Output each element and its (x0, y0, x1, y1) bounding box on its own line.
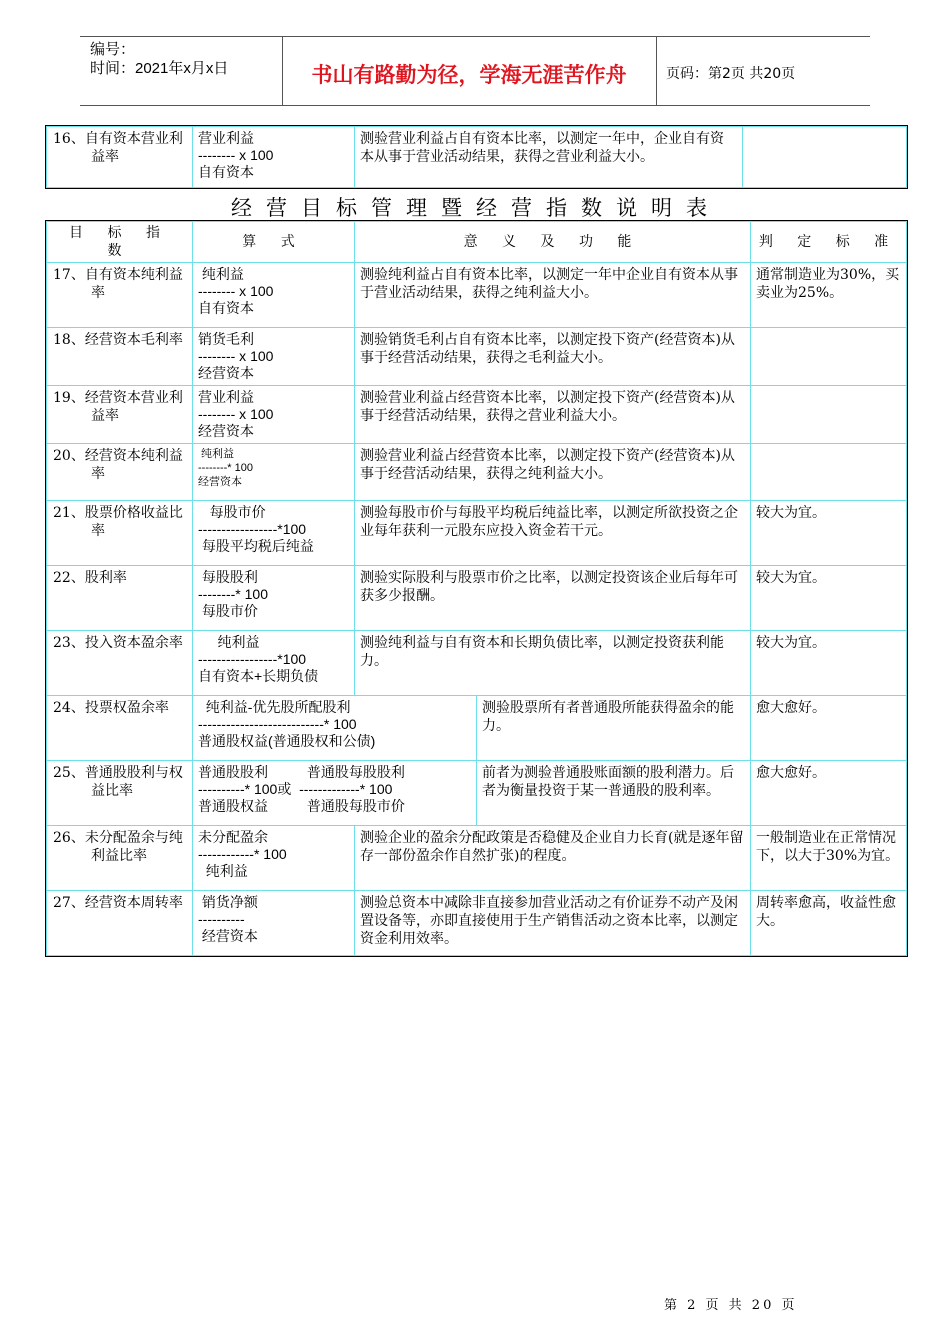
header-divider (656, 37, 657, 105)
standard (743, 127, 907, 188)
indicator-table (46, 221, 907, 956)
page-info: 页码：第2页 共20页 (666, 66, 796, 82)
table-row (47, 444, 907, 501)
standard (751, 328, 907, 386)
indicator-name: 18、经营资本毛利率 (53, 332, 183, 348)
formula: 纯利益 -----------------*100 自有资本+长期负债 (198, 634, 319, 684)
table-row (47, 761, 907, 826)
formula: 营业利益 -------- x 100 自有资本 (198, 130, 274, 180)
meaning: 测验企业的盈余分配政策是否稳健及企业自力长育(就是逐年留存一部份盈余作自然扩张)的程度。 (355, 826, 751, 891)
table-row (47, 566, 907, 631)
col-standard-header: 判 定 标 准 (751, 222, 907, 263)
col-formula-header: 算 式 (193, 222, 355, 263)
standard: 愈大愈好。 (751, 761, 907, 826)
meaning: 测验股票所有者普通股所能获得盈余的能力。 (477, 696, 751, 761)
meaning: 测验营业利益占经营资本比率，以测定投下资产(经营资本)从事于经营活动结果，获得之营业利益大小。 (355, 386, 751, 444)
page-footer: 第 2 页 共 20 页 (664, 1298, 798, 1313)
table-row (47, 501, 907, 566)
standard: 较大为宜。 (751, 631, 907, 696)
formula: 普通股股利 普通股每股股利 ----------* 100或 -------------* 100 普通股权益 普通股每股市价 (198, 764, 405, 814)
table-row (47, 826, 907, 891)
standard (751, 444, 907, 501)
indicator-name: 17、自有资本纯利益率 (53, 267, 183, 301)
formula: 每股市价 -----------------*100 每股平均税后纯益 (198, 504, 314, 554)
table-title: 经营目标管理暨经营指数说明表 (231, 196, 721, 220)
meaning: 测验纯利益占自有资本比率，以测定一年中企业自有资本从事于营业活动结果，获得之纯利益大小。 (355, 263, 751, 328)
meaning: 测验总资本中减除非直接参加营业活动之有价证券不动产及闲置设备等，亦即直接使用于生产销售活动之资本比率，以测定资金利用效率。 (355, 891, 751, 956)
formula: 每股股利 --------* 100 每股市价 (198, 569, 268, 619)
meaning: 测验营业利益占经营资本比率，以测定投下资产(经营资本)从事于经营活动结果，获得之纯利益大小。 (355, 444, 751, 501)
standard: 较大为宜。 (751, 566, 907, 631)
table-row (47, 891, 907, 956)
formula: 纯利益 --------* 100 经营资本 (198, 448, 253, 488)
formula: 未分配盈余 ------------* 100 纯利益 (198, 829, 287, 879)
table-row (47, 696, 907, 761)
page-header (80, 36, 870, 106)
indicator-name: 26、未分配盈余与纯利益比率 (53, 830, 183, 864)
col-meaning-header: 意 义 及 功 能 (355, 222, 751, 263)
number-label: 编号： (90, 41, 136, 58)
meaning: 前者为测验普通股账面额的股利潜力。后者为衡量投资于某一普通股的股利率。 (477, 761, 751, 826)
table-row (47, 127, 907, 188)
indicator-name: 21、股票价格收益比率 (53, 505, 183, 539)
indicator-name: 19、经营资本营业利益率 (53, 390, 183, 424)
meaning: 测验销货毛利占自有资本比率，以测定投下资产(经营资本)从事于经营活动结果，获得之毛利益大小。 (355, 328, 751, 386)
meaning: 测验实际股利与股票市价之比率，以测定投资该企业后每年可获多少报酬。 (355, 566, 751, 631)
formula: 销货毛利 -------- x 100 经营资本 (198, 331, 274, 381)
indicator-name: 16、自有资本营业利益率 (53, 131, 183, 165)
col-indicator-header: 目 标 指 数 (47, 222, 193, 263)
standard (751, 386, 907, 444)
meaning: 测验纯利益与自有资本和长期负债比率，以测定投资获利能力。 (355, 631, 751, 696)
formula: 销货净额 ---------- 经营资本 (198, 894, 258, 944)
indicator-name: 22、股利率 (53, 570, 127, 586)
standard: 愈大愈好。 (751, 696, 907, 761)
standard: 一般制造业在正常情况下，以大于30%为宜。 (751, 826, 907, 891)
formula: 纯利益-优先股所配股利 ---------------------------* 100 普通股权益(普通股权和公债) (198, 699, 376, 749)
indicator-name: 25、普通股股利与权益比率 (53, 765, 183, 799)
meaning: 测验每股市价与每股平均税后纯益比率，以测定所欲投资之企业每年获利一元股东应投入资金若干元。 (355, 501, 751, 566)
meaning: 测验营业利益占自有资本比率，以测定一年中，企业自有资本从事于营业活动结果，获得之营业利益大小。 (355, 127, 743, 188)
top-continuation-table (46, 126, 907, 188)
motto: 书山有路勤为径，学海无涯苦作舟 (311, 63, 627, 87)
standard: 较大为宜。 (751, 501, 907, 566)
table-row (47, 263, 907, 328)
time-label: 时间：2021年x月x日 (90, 60, 229, 77)
table-header-row (47, 222, 907, 263)
standard: 通常制造业为30%，买卖业为25%。 (751, 263, 907, 328)
standard: 周转率愈高，收益性愈大。 (751, 891, 907, 956)
table-row (47, 631, 907, 696)
indicator-name: 20、经营资本纯利益率 (53, 448, 183, 482)
indicator-name: 23、投入资本盈余率 (53, 635, 183, 651)
table-row (47, 386, 907, 444)
formula: 营业利益 -------- x 100 经营资本 (198, 389, 274, 439)
indicator-name: 24、投票权盈余率 (53, 700, 169, 716)
indicator-name: 27、经营资本周转率 (53, 895, 183, 911)
formula: 纯利益 -------- x 100 自有资本 (198, 266, 274, 316)
table-row (47, 328, 907, 386)
header-meta (90, 40, 228, 78)
